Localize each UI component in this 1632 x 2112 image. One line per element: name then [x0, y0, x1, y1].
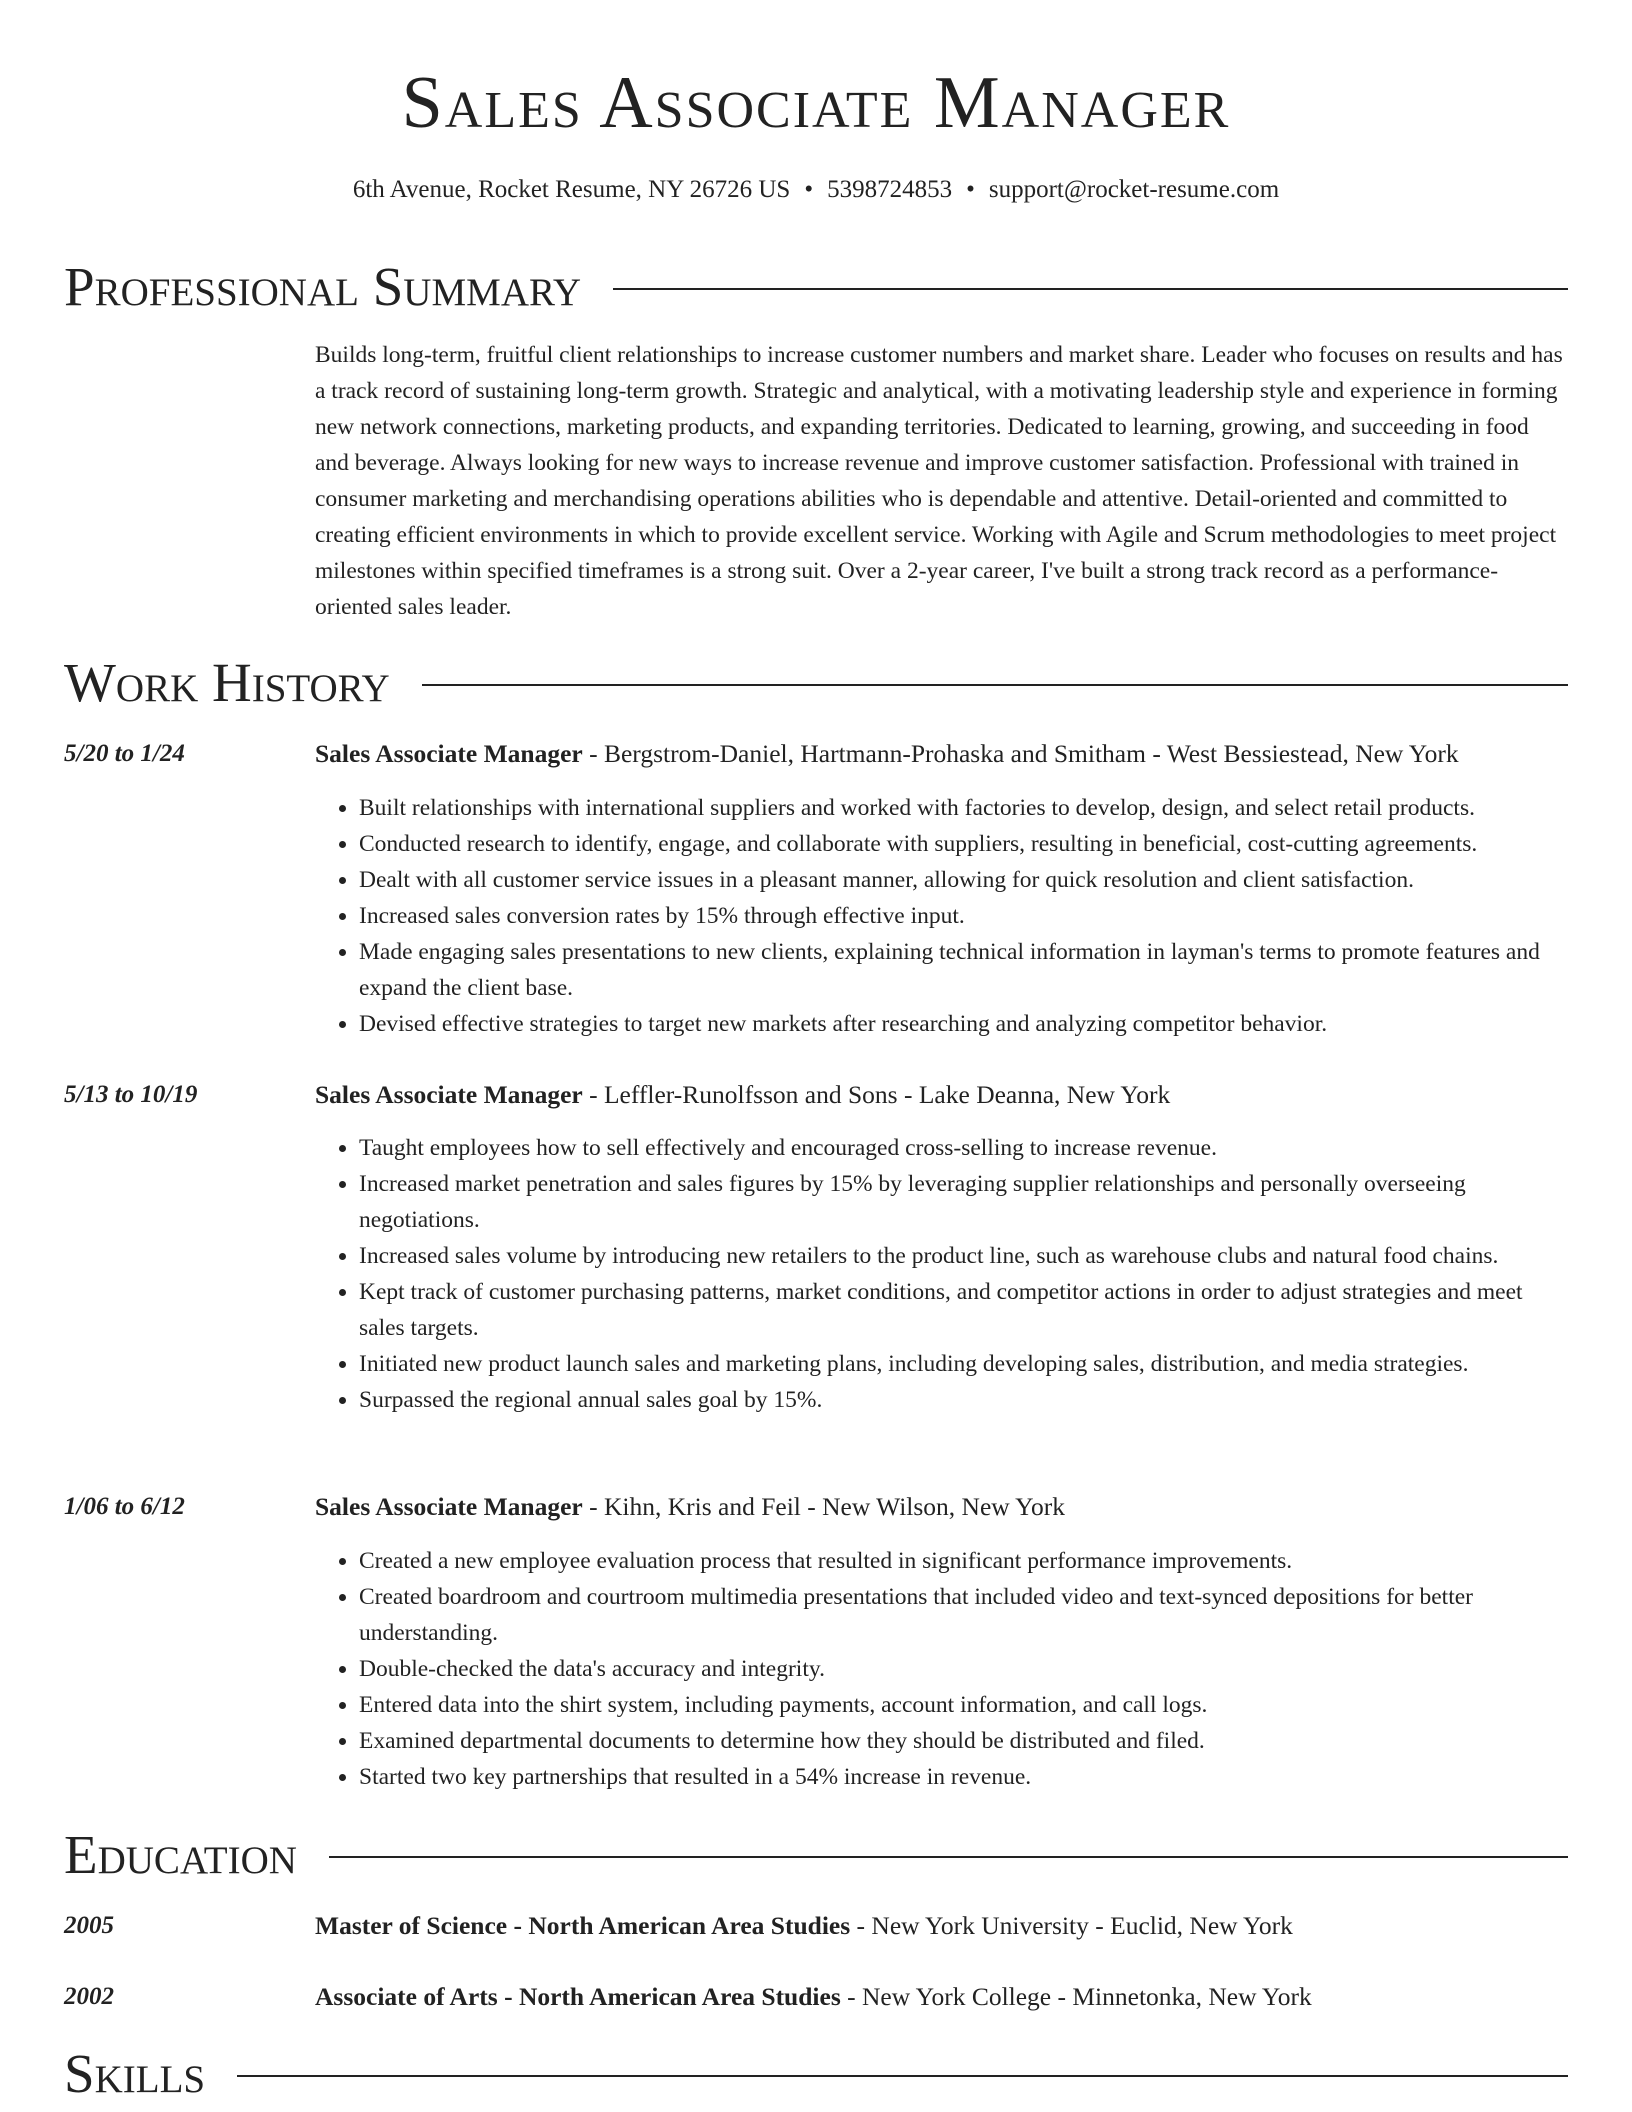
list-item: • Started two key partnerships that resulted in a 54% increase in revenue.	[359, 1759, 1568, 1795]
section-divider	[613, 288, 1568, 290]
list-item: • Surpassed the regional annual sales goal by 15%.	[359, 1382, 1568, 1418]
section-title: Skills	[64, 2043, 206, 2104]
job-position: Sales Associate Manager	[315, 1080, 583, 1109]
list-item: • Made engaging sales presentations to new clients, explaining technical information in layman's terms to promote features and expand the client base.	[359, 934, 1568, 1006]
education-year: 2002	[64, 1983, 114, 2010]
section-title: Professional Summary	[64, 256, 582, 317]
job-details: - Kihn, Kris and Feil - New Wilson, New York	[582, 1492, 1065, 1521]
contact-phone: 5398724853	[827, 176, 953, 203]
education-details: - New York University - Euclid, New York	[850, 1911, 1293, 1940]
list-item: • Created a new employee evaluation process that resulted in significant performance improvements.	[359, 1543, 1568, 1579]
section-divider	[237, 2075, 1568, 2077]
education-details: - New York College - Minnetonka, New York	[840, 1982, 1312, 2011]
summary-text: Builds long-term, fruitful client relationships to increase customer numbers and market share. Leader who focuses on results and has a track record of sustaining long-term growth. Strategic and analytical, with a motivating leadership style and experience in forming new network connections, marketing products, and expanding territories. Dedicated to learning, growing, and succeeding in food and beverage. Always looking for new ways to increase revenue and improve customer satisfaction. Professional with trained in consumer marketing and merchandising operations abilities who is dependable and attentive. Detail-oriented and committed to creating efficient environments in which to provide excellent service. Working with Agile and Scrum methodologies to meet project milestones within specified timeframes is a strong suit. Over a 2-year career, I've built a strong track record as a performance-oriented sales leader.	[315, 342, 1563, 620]
contact-address: 6th Avenue, Rocket Resume, NY 26726 US	[352, 176, 791, 203]
education-year: 2005	[64, 1912, 114, 1939]
section-title: Work History	[64, 652, 390, 713]
job-dates: 5/13 to 10/19	[64, 1081, 198, 1108]
education-entry	[315, 1979, 1568, 2015]
job-bullets	[315, 1130, 1568, 1418]
list-item: • Built relationships with international suppliers and worked with factories to develop, design, and select retail products.	[359, 790, 1568, 826]
job-details: - Bergstrom-Daniel, Hartmann-Prohaska and Smitham - West Bessiestead, New York	[582, 739, 1459, 768]
list-item: • Increased market penetration and sales figures by 15% by leveraging supplier relationships and personally overseeing negotiations.	[359, 1166, 1568, 1238]
job-title-line	[315, 736, 1568, 772]
list-item: • Initiated new product launch sales and marketing plans, including developing sales, distribution, and media strategies.	[359, 1346, 1568, 1382]
job-position: Sales Associate Manager	[315, 1492, 583, 1521]
section-divider	[329, 1856, 1568, 1858]
candidate-name: Sales Associate Manager	[401, 62, 1231, 144]
list-item: • Devised effective strategies to target new markets after researching and analyzing competitor behavior.	[359, 1006, 1568, 1042]
list-item: • Examined departmental documents to determine how they should be distributed and filed.	[359, 1723, 1568, 1759]
list-item: • Increased sales volume by introducing new retailers to the product line, such as warehouse clubs and natural food chains.	[359, 1238, 1568, 1274]
job-details: - Leffler-Runolfsson and Sons - Lake Deanna, New York	[582, 1080, 1171, 1109]
list-item: • Conducted research to identify, engage, and collaborate with suppliers, resulting in beneficial, cost-cutting agreements.	[359, 826, 1568, 862]
contact-line	[0, 172, 1632, 208]
education-degree: Master of Science - North American Area Studies	[315, 1911, 851, 1940]
education-section-header	[64, 1820, 1568, 1890]
contact-separator: •	[804, 176, 814, 203]
list-item: • Kept track of customer purchasing patterns, market conditions, and competitor actions in order to adjust strategies and meet sales targets.	[359, 1274, 1568, 1346]
list-item: • Entered data into the shirt system, including payments, account information, and call logs.	[359, 1687, 1568, 1723]
job-bullets	[315, 790, 1568, 1042]
job-dates: 5/20 to 1/24	[64, 740, 185, 767]
list-item: • Double-checked the data's accuracy and integrity.	[359, 1651, 1568, 1687]
section-divider	[422, 684, 1568, 686]
job-title-line	[315, 1489, 1568, 1525]
list-item: • Dealt with all customer service issues in a pleasant manner, allowing for quick resolution and client satisfaction.	[359, 862, 1568, 898]
list-item: • Increased sales conversion rates by 15% through effective input.	[359, 898, 1568, 934]
job-bullets	[315, 1543, 1568, 1795]
section-title: Education	[64, 1824, 297, 1885]
job-position: Sales Associate Manager	[315, 739, 583, 768]
education-entry	[315, 1908, 1568, 1944]
summary-section-header	[64, 252, 1568, 322]
list-item: • Created boardroom and courtroom multimedia presentations that included video and text-synced depositions for better understanding.	[359, 1579, 1568, 1651]
skills-section-header	[64, 2039, 1568, 2109]
contact-email: support@rocket-resume.com	[988, 176, 1280, 203]
work-section-header	[64, 648, 1568, 718]
job-title-line	[315, 1077, 1568, 1113]
list-item: • Taught employees how to sell effectively and encouraged cross-selling to increase revenue.	[359, 1130, 1568, 1166]
education-degree: Associate of Arts - North American Area Studies	[315, 1982, 841, 2011]
contact-separator: •	[966, 176, 975, 203]
job-dates: 1/06 to 6/12	[64, 1493, 185, 1520]
